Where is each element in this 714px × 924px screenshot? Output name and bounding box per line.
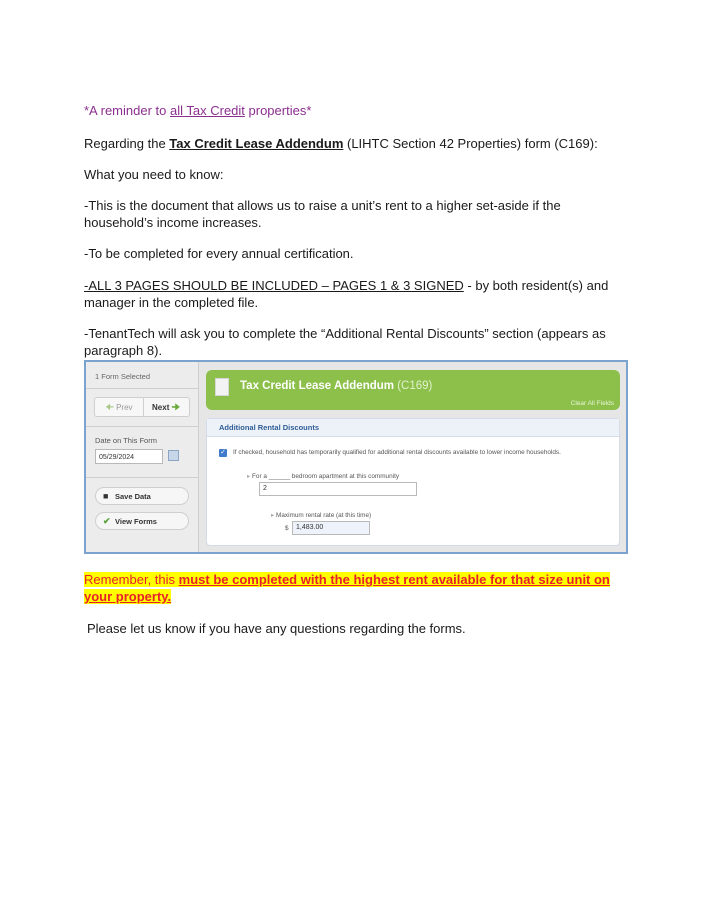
all-tax-credit-link[interactable]: all Tax Credit	[170, 103, 245, 118]
form-code: (C169)	[397, 380, 433, 392]
remember-highlight	[84, 572, 610, 604]
form-sidebar	[86, 362, 199, 552]
form-name: Tax Credit Lease Addendum	[169, 136, 344, 151]
next-label: Next	[152, 403, 170, 412]
save-data-label: Save Data	[115, 492, 151, 501]
reminder-line	[84, 102, 632, 119]
bedroom-label-text: For a ______ bedroom apartment at this community	[252, 473, 400, 480]
sidebar-divider	[86, 477, 198, 478]
tenanttech-screenshot	[84, 360, 628, 554]
arrow-left-icon: 🠈	[105, 402, 114, 412]
arrow-right-icon: 🠊	[171, 402, 180, 412]
next-button[interactable]	[143, 398, 189, 416]
clear-all-fields-link[interactable]: Clear All Fields	[570, 400, 614, 407]
max-rent-label-text: Maximum rental rate (at this time)	[276, 512, 372, 519]
point-3-rest: - by both resident(s) and manager in the completed file.	[84, 278, 609, 310]
closing-line: Please let us know if you have any questions regarding the forms.	[87, 621, 466, 636]
remember-prefix: Remember, this	[84, 572, 179, 587]
form-banner	[206, 370, 620, 410]
calendar-icon[interactable]	[168, 450, 179, 461]
reminder-suffix: properties*	[244, 103, 312, 118]
form-title	[240, 380, 432, 392]
document-icon	[215, 378, 229, 396]
save-data-button[interactable]	[95, 487, 189, 505]
section-title: Additional Rental Discounts	[207, 419, 619, 437]
prev-label: Prev	[116, 403, 133, 412]
checkmark-icon: ✔	[103, 516, 111, 526]
max-rent-label: ▸ Maximum rental rate (at this time)	[271, 512, 372, 519]
sidebar-divider	[86, 426, 198, 427]
forms-selected-label: 1 Form Selected	[95, 372, 151, 381]
regarding-suffix: (LIHTC Section 42 Properties) form (C169):	[343, 136, 598, 151]
discount-checkbox[interactable]: ✓	[220, 449, 226, 456]
form-main	[206, 370, 620, 546]
date-label: Date on This Form	[95, 436, 157, 445]
sidebar-divider	[86, 388, 198, 389]
prev-next-control	[94, 397, 190, 417]
additional-rental-discounts-panel	[206, 418, 620, 546]
view-forms-button[interactable]	[95, 512, 189, 530]
regarding-line	[84, 135, 632, 152]
save-disk-icon: ■	[103, 491, 109, 501]
remember-bold: must be completed with the highest rent available for that size unit on your property.	[84, 572, 610, 604]
bedroom-label: ▸ For a ______ bedroom apartment at this community	[247, 473, 400, 480]
point-3-underlined: -ALL 3 PAGES SHOULD BE INCLUDED – PAGES 1 & 3 SIGNED	[84, 278, 464, 293]
point-4: -TenantTech will ask you to complete the “Additional Rental Discounts” section (appears as paragraph 8).	[84, 326, 606, 358]
max-rent-input[interactable]: 1,483.00	[292, 521, 370, 535]
reminder-prefix: *A reminder to	[84, 103, 170, 118]
need-to-know-heading: What you need to know:	[84, 167, 224, 182]
checkbox-label: If checked, household has temporarily qualified for additional rental discounts available to lower income households.	[233, 449, 561, 456]
form-title-text: Tax Credit Lease Addendum	[240, 380, 395, 392]
currency-symbol: $	[285, 525, 289, 532]
bedroom-input[interactable]: 2	[259, 482, 417, 496]
remember-note	[84, 571, 632, 605]
point-2: -To be completed for every annual certification.	[84, 246, 354, 261]
view-forms-label: View Forms	[115, 517, 157, 526]
regarding-prefix: Regarding the	[84, 136, 170, 151]
point-1: -This is the document that allows us to raise a unit’s rent to a higher set-aside if the household’s income increases.	[84, 198, 561, 230]
date-input[interactable]: 05/29/2024	[95, 449, 163, 464]
point-3	[84, 277, 632, 311]
prev-button[interactable]	[95, 398, 144, 416]
